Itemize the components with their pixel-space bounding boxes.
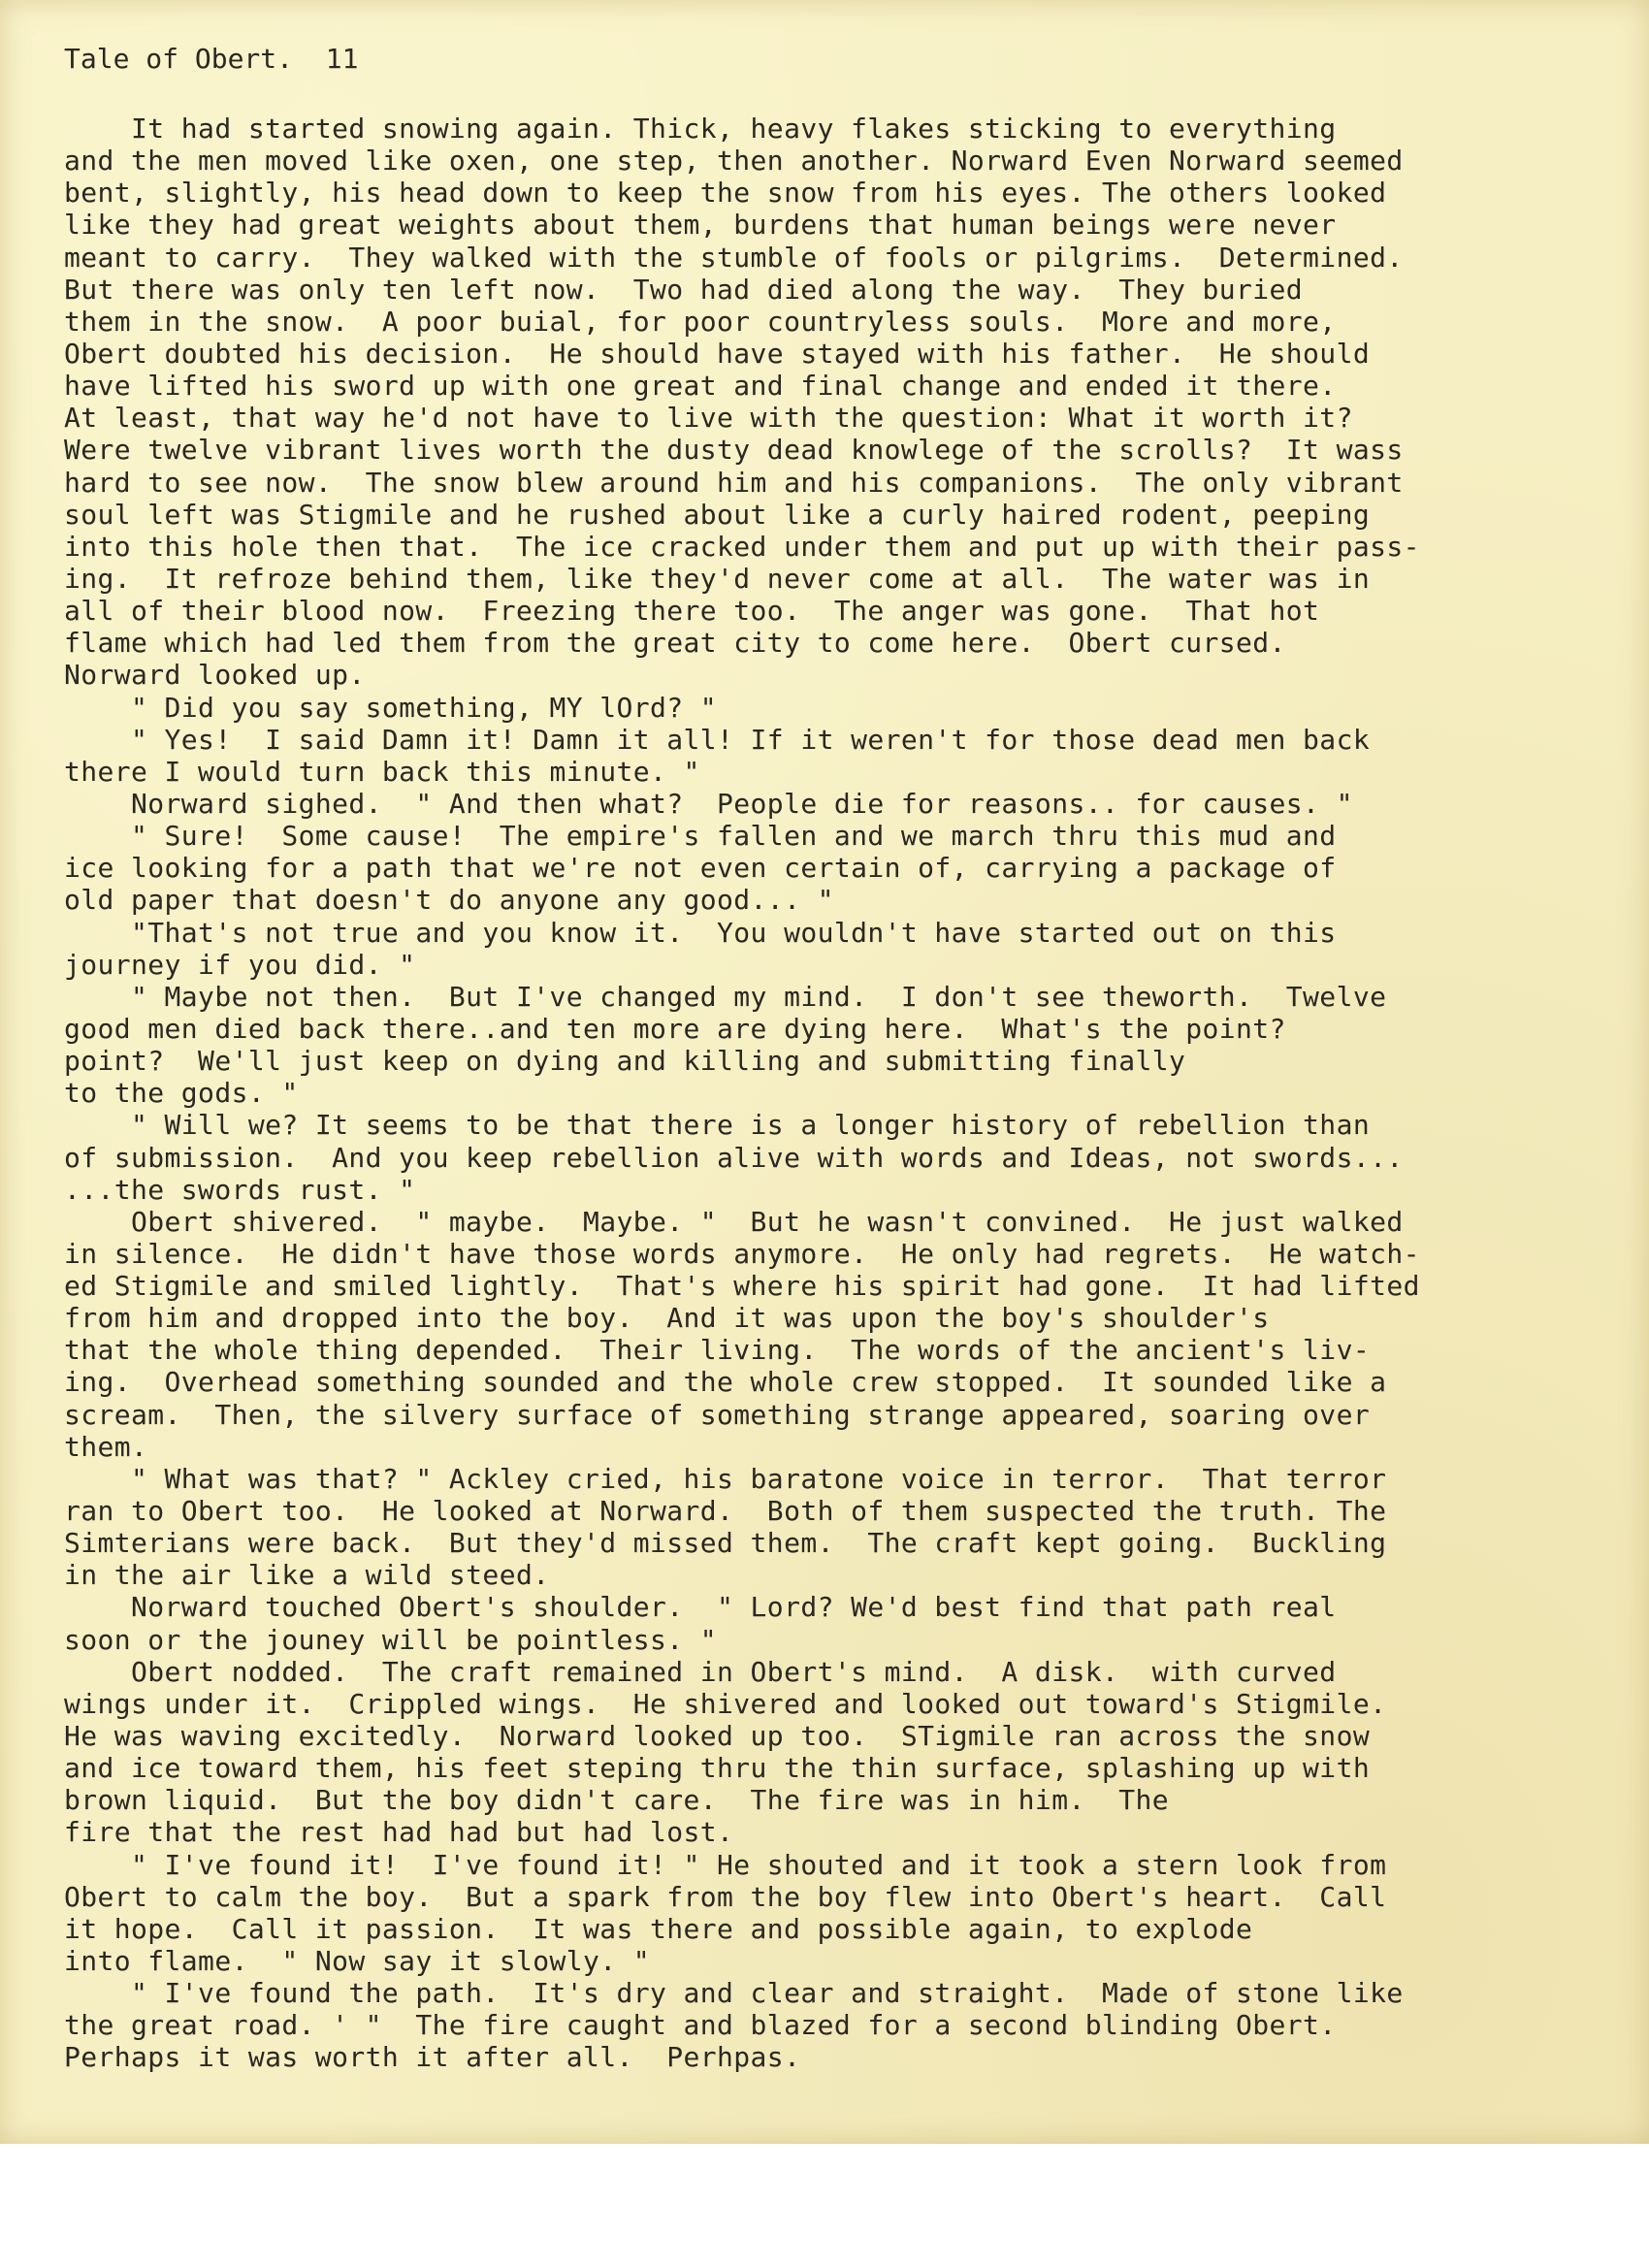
text-line: into this hole then that. The ice cracked under them and put up with their pass- [64, 530, 1420, 563]
text-line: At least, that way he'd not have to live with the question: What it worth it? [64, 402, 1353, 435]
text-line: and the men moved like oxen, one step, then another. Norward Even Norward seemed [64, 145, 1404, 178]
text-line: Perhaps it was worth it after all. Perhpas. [64, 2041, 801, 2074]
text-line: Obert shivered. " maybe. Maybe. " But he wasn't convined. He just walked [64, 1205, 1404, 1238]
text-line: soon or the jouney will be pointless. " [64, 1623, 718, 1656]
text-line: good men died back there..and ten more are dying here. What's the point? [64, 1012, 1286, 1045]
story-text [64, 113, 1635, 2074]
text-line: and ice toward them, his feet steping thru the thin surface, splashing up with [64, 1752, 1371, 1785]
text-line: like they had great weights about them, burdens that human beings were never [64, 209, 1337, 242]
text-line: there I would turn back this minute. " [64, 755, 700, 788]
text-line: " Did you say something, MY lOrd? " [64, 691, 718, 724]
text-line: it hope. Call it passion. It was there and possible again, to explode [64, 1912, 1253, 1945]
text-line: Obert nodded. The craft remained in Obert's mind. A disk. with curved [64, 1655, 1337, 1688]
text-line: all of their blood now. Freezing there too. The anger was gone. That hot [64, 595, 1320, 628]
text-line: point? We'll just keep on dying and killing and submitting finally [64, 1045, 1186, 1078]
text-line: " Sure! Some cause! The empire's fallen and we march thru this mud and [64, 820, 1337, 853]
text-line: "That's not true and you know it. You wouldn't have started out on this [64, 916, 1337, 949]
text-line: them. [64, 1430, 148, 1463]
text-line: hard to see now. The snow blew around him and his companions. The only vibrant [64, 466, 1404, 499]
text-line: in silence. He didn't have those words anymore. He only had regrets. He watch- [64, 1237, 1420, 1270]
text-line: ...the swords rust. " [64, 1173, 416, 1206]
text-line: journey if you did. " [64, 948, 416, 981]
text-line: soul left was Stigmile and he rushed about like a curly haired rodent, peeping [64, 498, 1371, 531]
text-line: bent, slightly, his head down to keep the snow from his eyes. The others looked [64, 177, 1387, 210]
text-line: Norward looked up. [64, 659, 366, 692]
text-line: to the gods. " [64, 1077, 299, 1110]
text-line: in the air like a wild steed. [64, 1559, 550, 1592]
text-line: It had started snowing again. Thick, heavy flakes sticking to everything [64, 113, 1337, 145]
text-line: the great road. ' " The fire caught and blazed for a second blinding Obert. [64, 2009, 1337, 2042]
text-line: meant to carry. They walked with the stumble of fools or pilgrims. Determined. [64, 241, 1404, 274]
text-line: Obert doubted his decision. He should have stayed with his father. He should [64, 337, 1371, 370]
text-line: Norward touched Obert's shoulder. " Lord? We'd best find that path real [64, 1591, 1337, 1624]
text-line: He was waving excitedly. Norward looked up too. STigmile ran across the snow [64, 1720, 1371, 1753]
page-header: Tale of Obert. 11 [64, 43, 359, 75]
text-line: of submission. And you keep rebellion alive with words and Ideas, not swords... [64, 1141, 1404, 1174]
text-line: " What was that? " Ackley cried, his baratone voice in terror. That terror [64, 1462, 1387, 1495]
text-line: Simterians were back. But they'd missed them. The craft kept going. Buckling [64, 1527, 1387, 1560]
text-line: " I've found it! I've found it! " He shouted and it took a stern look from [64, 1848, 1387, 1881]
text-line: ing. It refroze behind them, like they'd never come at all. The water was in [64, 562, 1371, 595]
text-line: wings under it. Crippled wings. He shivered and looked out toward's Stigmile. [64, 1687, 1387, 1720]
text-line: " I've found the path. It's dry and clear and straight. Made of stone like [64, 1977, 1404, 2010]
text-line: " Maybe not then. But I've changed my mind. I don't see theworth. Twelve [64, 980, 1387, 1013]
text-line: scream. Then, the silvery surface of something strange appeared, soaring over [64, 1398, 1371, 1431]
text-line: fire that the rest had had but had lost. [64, 1816, 734, 1849]
text-line: ice looking for a path that we're not even certain of, carrying a package of [64, 852, 1337, 885]
text-line: that the whole thing depended. Their living. The words of the ancient's liv- [64, 1334, 1371, 1367]
text-line: them in the snow. A poor buial, for poor countryless souls. More and more, [64, 305, 1337, 338]
text-line: But there was only ten left now. Two had died along the way. They buried [64, 273, 1304, 306]
text-line: " Yes! I said Damn it! Damn it all! If it weren't for those dead men back [64, 723, 1371, 756]
text-line: brown liquid. But the boy didn't care. The fire was in him. The [64, 1784, 1169, 1817]
text-line: have lifted his sword up with one great and final change and ended it there. [64, 370, 1337, 403]
text-line: Obert to calm the boy. But a spark from the boy flew into Obert's heart. Call [64, 1880, 1387, 1913]
text-line: ing. Overhead something sounded and the whole crew stopped. It sounded like a [64, 1366, 1387, 1399]
text-line: " Will we? It seems to be that there is a longer history of rebellion than [64, 1109, 1371, 1142]
text-line: from him and dropped into the boy. And it was upon the boy's shoulder's [64, 1302, 1270, 1335]
text-line: into flame. " Now say it slowly. " [64, 1945, 651, 1978]
text-line: ran to Obert too. He looked at Norward. Both of them suspected the truth. The [64, 1495, 1387, 1528]
text-line: flame which had led them from the great city to come here. Obert cursed. [64, 627, 1286, 660]
text-line: Were twelve vibrant lives worth the dusty dead knowlege of the scrolls? It wass [64, 434, 1404, 467]
text-line: ed Stigmile and smiled lightly. That's where his spirit had gone. It had lifted [64, 1270, 1420, 1303]
text-line: Norward sighed. " And then what? People die for reasons.. for causes. " [64, 787, 1353, 820]
text-line: old paper that doesn't do anyone any good... " [64, 884, 834, 917]
